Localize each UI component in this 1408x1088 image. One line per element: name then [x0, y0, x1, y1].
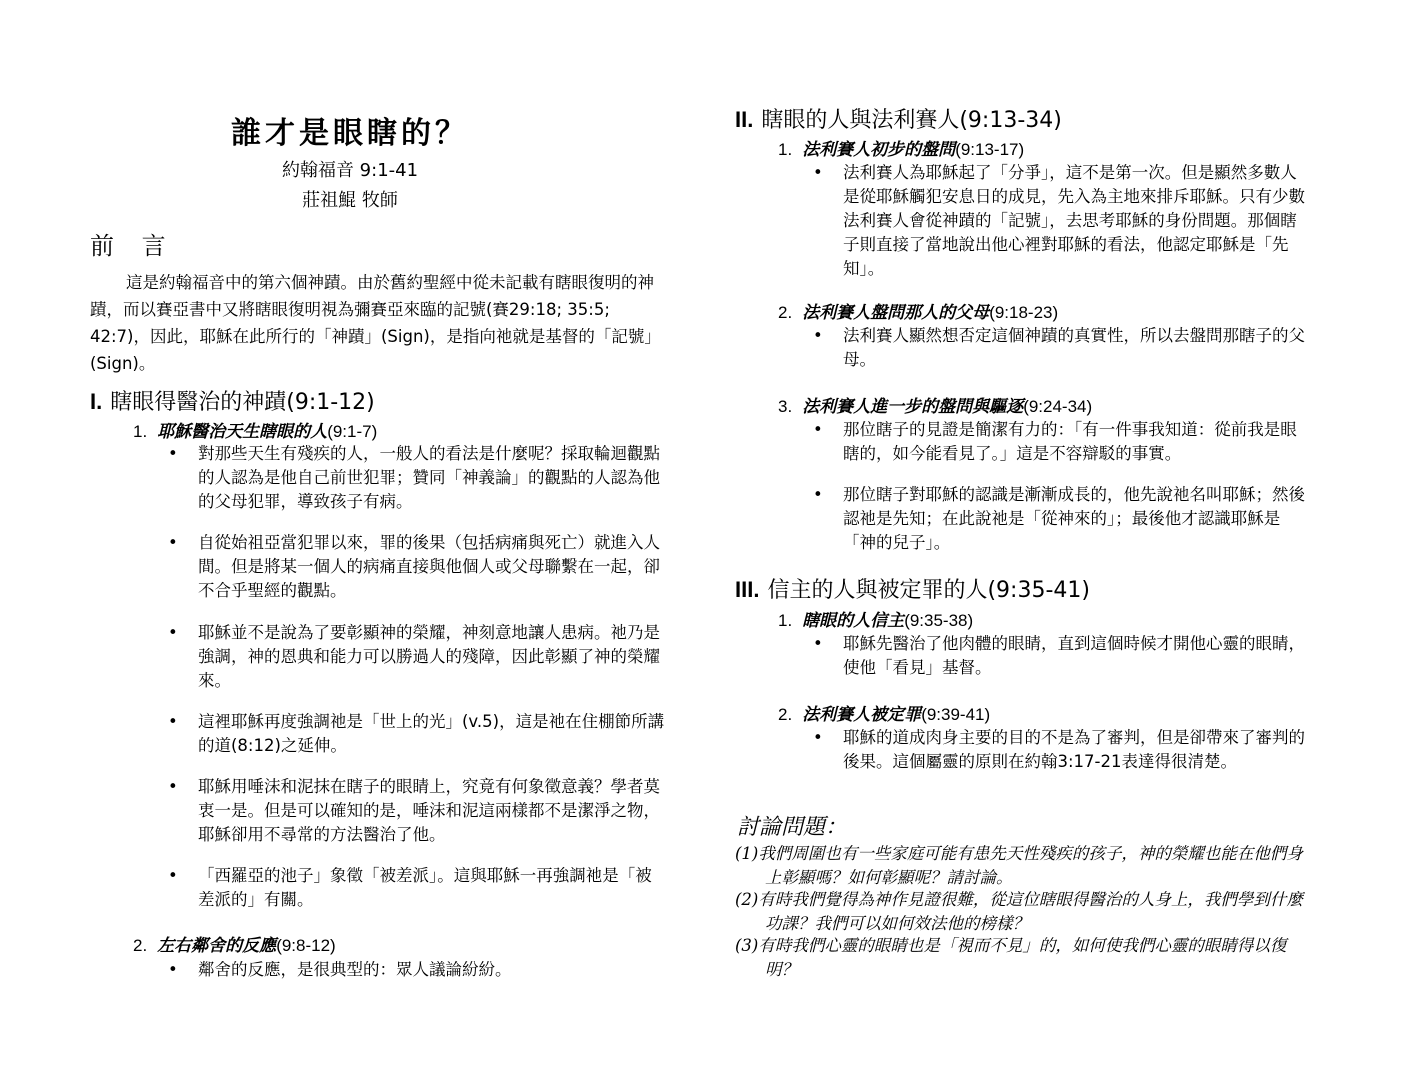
subsection-number: 2. — [778, 705, 793, 724]
section-heading-1 — [90, 385, 375, 416]
section-number: I. — [90, 389, 103, 414]
bullet-icon: • — [813, 163, 823, 182]
list-item — [168, 531, 668, 603]
bullet-icon: • — [168, 533, 178, 552]
list-item-text: 法利賽人顯然想否定這個神蹟的真實性，所以去盤問那瞎子的父母。 — [843, 326, 1305, 369]
subsection-number: 2. — [778, 303, 793, 322]
subsection-reference: (9:13-17) — [955, 140, 1025, 159]
subsection-title: 法利賽人進一步的盤問與驅逐 — [802, 397, 1024, 417]
subsection-reference: (9:24-34) — [1023, 397, 1093, 416]
subsection-number: 1. — [778, 140, 793, 159]
subsection-title: 法利賽人被定罪 — [802, 705, 922, 725]
bullet-icon: • — [168, 623, 178, 642]
subsection-heading-1-1 — [133, 417, 377, 442]
section-number: II. — [735, 107, 754, 132]
subsection-title: 左右鄰舍的反應 — [157, 936, 277, 956]
discussion-question: (1)我們周圍也有一些家庭可能有患先天性殘疾的孩子，神的榮耀也能在他們身上彰顯嗎？如何彰顯呢？請討論。 — [735, 844, 1303, 887]
page-title: 誰才是眼瞎的？ — [231, 116, 469, 151]
subsection-number: 2. — [133, 936, 148, 955]
list-item-text: 耶穌用唾沫和泥抹在瞎子的眼睛上，究竟有何象徵意義？學者莫衷一是。但是可以確知的是，唾沫和泥這兩樣都不是潔淨之物，耶穌卻用不尋常的方法醫治了他。 — [198, 777, 660, 844]
bullet-icon: • — [813, 326, 823, 345]
list-item — [813, 161, 1313, 281]
discussion-question: (2)有時我們覺得為神作見證很難，從這位瞎眼得醫治的人身上，我們學到什麼功課？我們可以如何效法他的榜樣？ — [735, 890, 1303, 933]
section-heading-2 — [735, 103, 1062, 134]
subsection-reference: (9:8-12) — [276, 936, 336, 955]
subsection-number: 1. — [133, 422, 148, 441]
author-name: 莊祖鯤 牧師 — [302, 190, 398, 211]
bullet-icon: • — [168, 866, 178, 885]
list-item — [168, 864, 668, 912]
list-item-text: 法利賽人為耶穌起了「分爭」，這不是第一次。但是顯然多數人是從耶穌觸犯安息日的成見，先入為主地來排斥耶穌。只有少數法利賽人會從神蹟的「記號」，去思考耶穌的身份問題。那個瞎子則直接了當地說出他心裡對耶穌的看法，他認定耶穌是「先知」。 — [843, 163, 1305, 278]
subsection-reference: (9:1-7) — [327, 422, 378, 441]
list-item — [813, 726, 1313, 774]
discussion-heading: 討論問題： — [737, 815, 848, 840]
subsection-heading-2-3 — [778, 392, 1092, 417]
discussion-question: (3)有時我們心靈的眼睛也是「視而不見」的，如何使我們心靈的眼睛得以復明？ — [735, 936, 1287, 979]
bullet-icon: • — [813, 634, 823, 653]
subsection-reference: (9:18-23) — [989, 303, 1059, 322]
list-item — [813, 324, 1313, 372]
section-heading-3 — [735, 573, 1090, 604]
bullet-icon: • — [168, 712, 178, 731]
bullet-icon: • — [168, 444, 178, 463]
intro-heading: 前 言 — [90, 232, 176, 260]
list-item-text: 那位瞎子對耶穌的認識是漸漸成長的，他先說祂名叫耶穌；然後認祂是先知；在此說祂是「從神來的」；最後他才認識耶穌是「神的兒子」。 — [843, 485, 1305, 552]
list-item-text: 耶穌的道成肉身主要的目的不是為了審判，但是卻帶來了審判的後果。這個屬靈的原則在約翰3:17-21表達得很清楚。 — [843, 728, 1305, 771]
subsection-number: 1. — [778, 611, 793, 630]
list-item-text: 自從始祖亞當犯罪以來，罪的後果（包括病痛與死亡）就進入人間。但是將某一個人的病痛直接與他個人或父母聯繫在一起，卻不合乎聖經的觀點。 — [198, 533, 660, 600]
section-title: 瞎眼的人與法利賽人(9:13-34) — [761, 108, 1062, 133]
list-item — [168, 775, 668, 847]
subsection-reference: (9:35-38) — [904, 611, 974, 630]
list-item-text: 鄰舍的反應，是很典型的：眾人議論紛紛。 — [198, 960, 512, 979]
subsection-heading-3-1 — [778, 606, 973, 631]
list-item-text: 那位瞎子的見證是簡潔有力的：「有一件事我知道：從前我是眼瞎的，如今能看見了。」這是不容辯駁的事實。 — [843, 420, 1297, 463]
bullet-icon: • — [813, 728, 823, 747]
list-item — [168, 621, 668, 693]
subsection-number: 3. — [778, 397, 793, 416]
list-item-text: 這裡耶穌再度強調祂是「世上的光」(v.5)，這是祂在住棚節所講的道(8:12)之延伸。 — [198, 712, 665, 755]
list-item-text: 對那些天生有殘疾的人，一般人的看法是什麼呢？採取輪迴觀點的人認為是他自己前世犯罪；贊同「神義論」的觀點的人認為他的父母犯罪，導致孩子有病。 — [198, 444, 660, 511]
bullet-icon: • — [813, 485, 823, 504]
list-item — [168, 710, 668, 758]
subsection-title: 耶穌醫治天生瞎眼的人 — [157, 422, 328, 442]
list-item-text: 耶穌先醫治了他肉體的眼睛，直到這個時候才開他心靈的眼睛，使他「看見」基督。 — [843, 634, 1305, 677]
scripture-reference: 約翰福音 9:1-41 — [281, 160, 419, 181]
subsection-title: 法利賽人初步的盤問 — [802, 140, 956, 160]
list-item-text: 「西羅亞的池子」象徵「被差派」。這與耶穌一再強調祂是「被差派的」有關。 — [198, 866, 652, 909]
list-item-text: 耶穌並不是說為了要彰顯神的榮耀，神刻意地讓人患病。祂乃是強調，神的恩典和能力可以勝過人的殘障，因此彰顯了神的榮耀來。 — [198, 623, 660, 690]
bullet-icon: • — [168, 960, 178, 979]
bullet-icon: • — [168, 777, 178, 796]
intro-paragraph: 這是約翰福音中的第六個神蹟。由於舊約聖經中從未記載有瞎眼復明的神蹟，而以賽亞書中又將瞎眼復明視為彌賽亞來臨的記號(賽29:18; 35:5; 42:7)，因此，耶穌在此所行的「神蹟」(Sign)，是指向祂就是基督的「記號」(Sign)。 — [90, 273, 661, 373]
section-title: 信主的人與被定罪的人(9:35-41) — [767, 578, 1090, 603]
list-item — [813, 632, 1313, 680]
subsection-heading-1-2 — [133, 931, 336, 956]
list-item — [168, 442, 668, 514]
subsection-heading-2-2 — [778, 298, 1058, 323]
subsection-heading-3-2 — [778, 700, 990, 725]
subsection-reference: (9:39-41) — [921, 705, 991, 724]
bullet-icon: • — [813, 420, 823, 439]
subsection-heading-2-1 — [778, 135, 1024, 160]
list-item — [168, 958, 668, 982]
subsection-title: 法利賽人盤問那人的父母 — [802, 303, 990, 323]
list-item — [813, 418, 1313, 466]
section-number: III. — [735, 577, 760, 602]
subsection-title: 瞎眼的人信主 — [802, 611, 905, 631]
section-title: 瞎眼得醫治的神蹟(9:1-12) — [110, 390, 375, 415]
list-item — [813, 483, 1313, 555]
